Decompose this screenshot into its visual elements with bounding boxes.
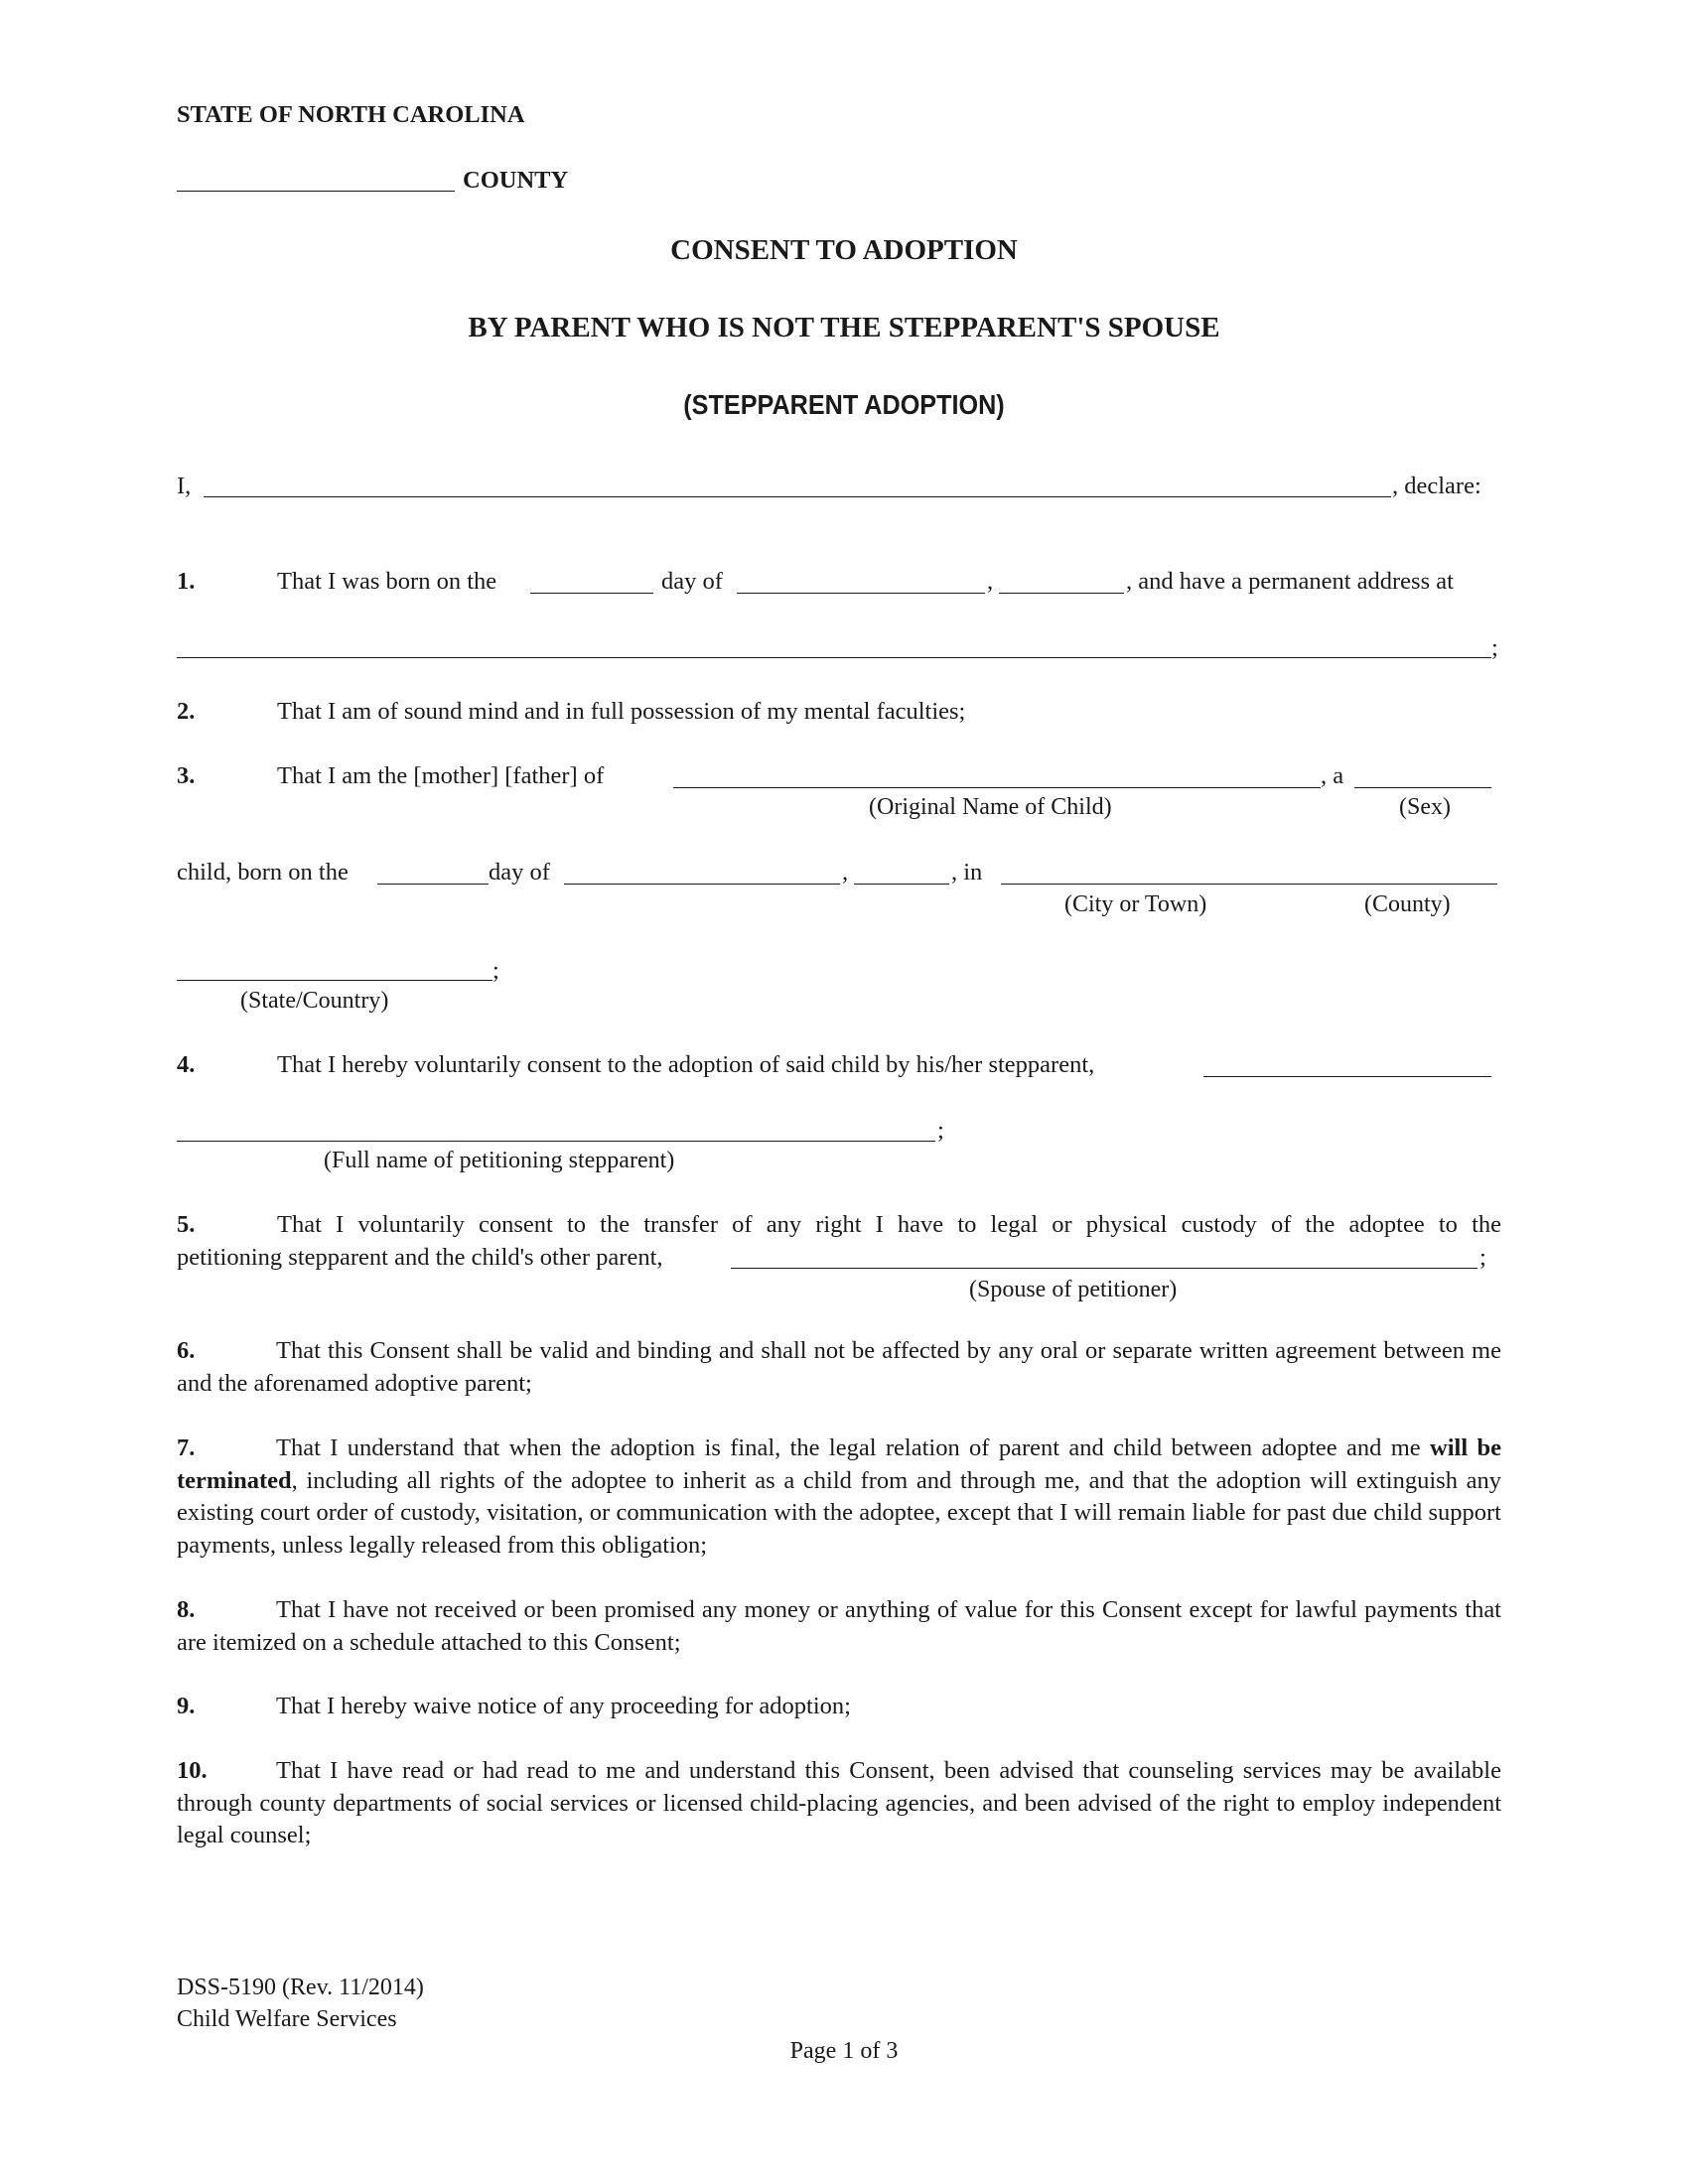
item-4-end: ; <box>937 1117 944 1144</box>
child-birth-year-blank[interactable] <box>854 884 949 885</box>
department: Child Welfare Services <box>177 2006 397 2032</box>
child-sex-caption: (Sex) <box>1399 794 1451 820</box>
item-9-paragraph <box>177 1691 1501 1723</box>
child-name-caption: (Original Name of Child) <box>869 794 1112 820</box>
item-6-paragraph <box>177 1335 1501 1400</box>
item-7-text-a: That I understand that when the adoption is final, the legal relation of parent and child between adoptee and me <box>276 1434 1421 1461</box>
item-10-number: 10. <box>177 1757 208 1784</box>
item-10-paragraph <box>177 1755 1501 1852</box>
item-7-paragraph <box>177 1433 1501 1562</box>
birth-month-blank[interactable] <box>737 593 985 594</box>
item-1-number: 1. <box>177 568 196 595</box>
item-7-text-b: , including all rights of the adoptee to inherit as a child from and through me, and that the adoption will extinguish any existing court order of custody, visitation, or communication with the adoptee, except that I will remain liable for past due child support payments, unless legally released from this obligation; <box>177 1466 1501 1559</box>
item-9-number: 9. <box>177 1693 196 1719</box>
item-1-text-a: That I was born on the <box>277 568 497 595</box>
item-9-text: That I hereby waive notice of any proceeding for adoption; <box>276 1693 851 1719</box>
item-3-text-d: day of <box>489 859 550 886</box>
item-10-text: That I have read or had read to me and understand this Consent, been advised that counseling services may be available through county departments of social services or licensed child-placing agencies, and been advised of the right to employ independent legal counsel; <box>177 1757 1501 1848</box>
item-3-text-f: , in <box>951 859 983 886</box>
state-country-caption: (State/Country) <box>240 988 389 1014</box>
item-3-comma: , <box>842 859 849 886</box>
item-3-number: 3. <box>177 762 196 789</box>
item-5-end: ; <box>1479 1244 1486 1271</box>
item-6-text: That this Consent shall be valid and binding and shall not be affected by any oral or separate written agreement between me and the aforenamed adoptive parent; <box>177 1337 1501 1397</box>
declaration-prefix: I, <box>177 473 192 499</box>
permanent-address-blank[interactable] <box>177 657 1491 658</box>
county-caption: (County) <box>1364 891 1451 917</box>
form-number: DSS-5190 (Rev. 11/2014) <box>177 1975 424 2000</box>
item-7-bold: will be terminated <box>177 1434 1501 1494</box>
birth-state-country-blank[interactable] <box>177 980 492 981</box>
item-3-text-a: That I am the [mother] [father] of <box>277 762 605 789</box>
item-6-number: 6. <box>177 1337 196 1364</box>
item-5-number: 5. <box>177 1211 196 1238</box>
item-5-line-1: That I voluntarily consent to the transfer of any right I have to legal or physical custody of the adoptee to the <box>277 1211 1501 1238</box>
item-3-text-c: child, born on the <box>177 859 349 886</box>
declaration-suffix: , declare: <box>1392 473 1481 499</box>
item-1-end: ; <box>1491 634 1498 661</box>
adoption-type: (STEPPARENT ADOPTION) <box>683 389 1005 420</box>
child-birth-month-blank[interactable] <box>564 884 840 885</box>
county-blank[interactable] <box>177 191 455 192</box>
item-8-number: 8. <box>177 1596 196 1623</box>
document-subtitle: BY PARENT WHO IS NOT THE STEPPARENT'S SPOUSE <box>468 312 1220 343</box>
birth-day-blank[interactable] <box>530 593 653 594</box>
birth-year-blank[interactable] <box>999 593 1124 594</box>
county-label: COUNTY <box>463 167 569 194</box>
item-3-text-b: , a <box>1321 762 1344 789</box>
item-1-text-d: , and have a permanent address at <box>1126 568 1454 595</box>
stepparent-name-blank-1[interactable] <box>1203 1076 1491 1077</box>
child-sex-blank[interactable] <box>1354 787 1491 788</box>
spouse-of-petitioner-blank[interactable] <box>731 1268 1477 1269</box>
item-4-text: That I hereby voluntarily consent to the adoption of said child by his/her stepparent, <box>277 1051 1095 1078</box>
item-7-number: 7. <box>177 1434 196 1461</box>
item-2-number: 2. <box>177 698 196 725</box>
state-heading: STATE OF NORTH CAROLINA <box>177 101 525 128</box>
page-number: Page 1 of 3 <box>789 2038 899 2064</box>
item-5-line-2: petitioning stepparent and the child's other parent, <box>177 1244 663 1271</box>
child-original-name-blank[interactable] <box>673 787 1321 788</box>
city-caption: (City or Town) <box>1064 891 1207 917</box>
stepparent-caption: (Full name of petitioning stepparent) <box>324 1148 675 1173</box>
stepparent-name-blank-2[interactable] <box>177 1141 935 1142</box>
declarant-name-blank[interactable] <box>204 496 1391 497</box>
birth-city-county-blank[interactable] <box>1001 884 1497 885</box>
item-8-text: That I have not received or been promised any money or anything of value for this Consent except for lawful payments that are itemized on a schedule attached to this Consent; <box>177 1596 1501 1656</box>
item-1-text-b: day of <box>661 568 723 595</box>
item-4-number: 4. <box>177 1051 196 1078</box>
item-8-paragraph <box>177 1594 1501 1659</box>
spouse-caption: (Spouse of petitioner) <box>969 1277 1178 1302</box>
document-title: CONSENT TO ADOPTION <box>670 234 1018 266</box>
child-birth-day-blank[interactable] <box>377 884 489 885</box>
item-2-text: That I am of sound mind and in full possession of my mental faculties; <box>277 698 966 725</box>
item-3-end: ; <box>492 957 499 984</box>
item-1-comma: , <box>987 568 994 595</box>
